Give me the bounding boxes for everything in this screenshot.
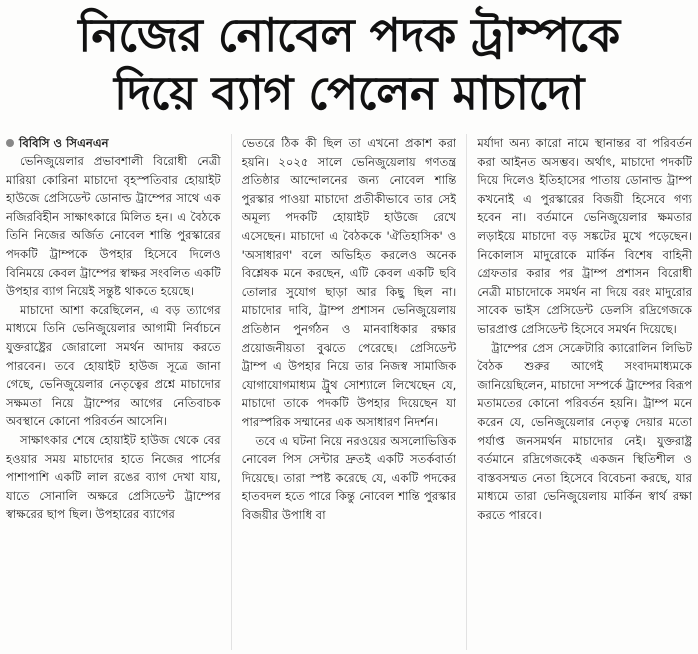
- headline-line-2: দিয়ে ব্যাগ পেলেন মাচাদো: [113, 66, 585, 120]
- headline: [0, 6, 698, 122]
- byline: [6, 134, 221, 152]
- column-divider: [466, 134, 467, 650]
- paragraph: ট্রাম্পের প্রেস সেক্রেটারি ক্যারোলিন লিভিট বৈঠক শুরুর আগেই সংবাদমাধ্যমকে জানিয়েছিলেন, মাচাদো সম্পর্কে ট্রাম্পের বিরূপ মতামতের কোনো পরিবর্তন হয়নি। ট্রাম্প মনে করেন যে, ভেনিজুয়েলার নেতৃত্ব দেয়ার মতো পর্যাপ্ত জনসমর্থন মাচাদোর নেই। যুক্তরাষ্ট্র বর্তমানে রদ্রিগেজকেই একজন স্থিতিশীল ও বাস্তবসম্মত নেতা হিসেবে বিবেচনা করছে, যার মাধ্যমে তারা ভেনিজুয়েলায় মার্কিন স্বার্থ রক্ষা করতে পারবে।: [477, 340, 693, 522]
- column-3: [477, 134, 692, 650]
- paragraph: মাচাদো আশা করেছিলেন, এ বড় ত্যাগের মাধ্যমে তিনি ভেনিজুয়েলার আগামী নির্বাচনে যুক্তরাষ্ট্রের জোরালো সমর্থন আদায় করতে পারবেন। তবে হোয়াইট হাউজ সূত্রে জানা গেছে, ভেনিজুয়েলার নেতৃত্বের প্রশ্নে মাচাদোর সক্ষমতা নিয়ে ট্রাম্পের আগের নেতিবাচক অবস্থানে কোনো পরিবর্তন আসেনি।: [6, 302, 221, 429]
- paragraph: ভেতরে ঠিক কী ছিল তা এখনো প্রকাশ করা হয়নি। ২০২৫ সালে ভেনিজুয়েলায় গণতন্ত্র প্রতিষ্ঠার আন্দোলনের জন্য নোবেল শান্তি পুরস্কার পাওয়া মাচাদো প্রতীকীভাবে তার সেই অমূল্য পদকটি হোয়াইট হাউজে রেখে এসেছেন। মাচাদো এ বৈঠককে 'ঐতিহাসিক' ও 'অসাধারণ' বলে অভিহিত করলেও অনেক বিশ্লেষক মনে করছেন, এটি কেবল একটি ছবি তোলার সুযোগ ছাড়া আর কিছু ছিল না। মাচাদোর দাবি, ট্রাম্প প্রশাসন ভেনিজুয়েলায় প্রতিষ্ঠান পুনর্গঠন ও মানবাধিকার রক্ষার প্রয়োজনীয়তা বুঝতে পেরেছে। প্রেসিডেন্ট ট্রাম্প এ উপহার নিয়ে তার নিজস্ব সামাজিক যোগাযোগমাধ্যম ট্রুথ সোশ্যালে লিখেছেন যে, মাচাদো তাকে পদকটি উপহার দিয়েছেন যা পারস্পরিক সম্মানের এক অসাধারণ নিদর্শন।: [241, 136, 457, 429]
- headline-line-1: নিজের নোবেল পদক ট্রাম্পকে: [78, 8, 620, 62]
- article-body: [6, 134, 692, 650]
- column-1: [6, 134, 221, 650]
- byline-text: বিবিসি ও সিএনএন: [19, 136, 109, 150]
- bullet-icon: [6, 139, 14, 147]
- paragraph: তবে এ ঘটনা নিয়ে নরওয়ের অসলোভিত্তিক নোবেল পিস সেন্টার দ্রুতই একটি সতর্কবার্তা দিয়েছে। তারা স্পষ্ট করেছে যে, একটি পদকের হাতবদল হতে পারে কিন্তু নোবেল শান্তি পুরস্কার বিজয়ীর উপাধি বা: [241, 433, 457, 522]
- paragraph: সাক্ষাৎকার শেষে হোয়াইট হাউজ থেকে বের হওয়ার সময় মাচাদোর হাতে নিজের পার্সের পাশাপাশি একটি লাল রঙের ব্যাগ দেখা যায়, যাতে সোনালি অক্ষরে প্রেসিডেন্ট ট্রাম্পের স্বাক্ষরের ছাপ ছিল। উপহারের ব্যাগের: [6, 432, 221, 522]
- column-divider: [231, 134, 232, 650]
- paragraph: ভেনিজুয়েলার প্রভাবশালী বিরোধী নেত্রী মারিয়া কোরিনা মাচাদো বৃহস্পতিবার হোয়াইট হাউজে প্রেসিডেন্ট ডোনাল্ড ট্রাম্পের সাথে এক নজিরবিহীন সাক্ষাৎকারে মিলিত হন। এ বৈঠকে তিনি নিজের অর্জিত নোবেল শান্তি পুরস্কারের পদকটি ট্রাম্পকে উপহার হিসেবে দিলেও বিনিময়ে কেবল ট্রাম্পের স্বাক্ষর সংবলিত একটি উপহার ব্যাগ নিয়েই সন্তুষ্ট থাকতে হয়েছে।: [6, 154, 221, 299]
- column-2: [242, 134, 457, 650]
- paragraph: মর্যাদা অন্য কারো নামে স্থানান্তর বা পরিবর্তন করা আইনত অসম্ভব। অর্থাৎ, মাচাদো পদকটি দিয়ে দিলেও ইতিহাসের পাতায় ডোনাল্ড ট্রাম্প কখনোই এ পুরস্কারের বিজয়ী হিসেবে গণ্য হবেন না। বর্তমানে ভেনিজুয়েলার ক্ষমতার লড়াইয়ে মাচাদো বড় সঙ্কটের মুখে পড়েছেন। নিকোলাস মাদুরোকে মার্কিন বিশেষ বাহিনী গ্রেফতার করার পর ট্রাম্প প্রশাসন বিরোধী নেত্রী মাচাদোকে সমর্থন না দিয়ে বরং মাদুরোর সাবেক ভাইস প্রেসিডেন্ট ডেলসি রদ্রিগেজকে ভারপ্রাপ্ত প্রেসিডেন্ট হিসেবে সমর্থন দিয়েছে।: [477, 136, 693, 336]
